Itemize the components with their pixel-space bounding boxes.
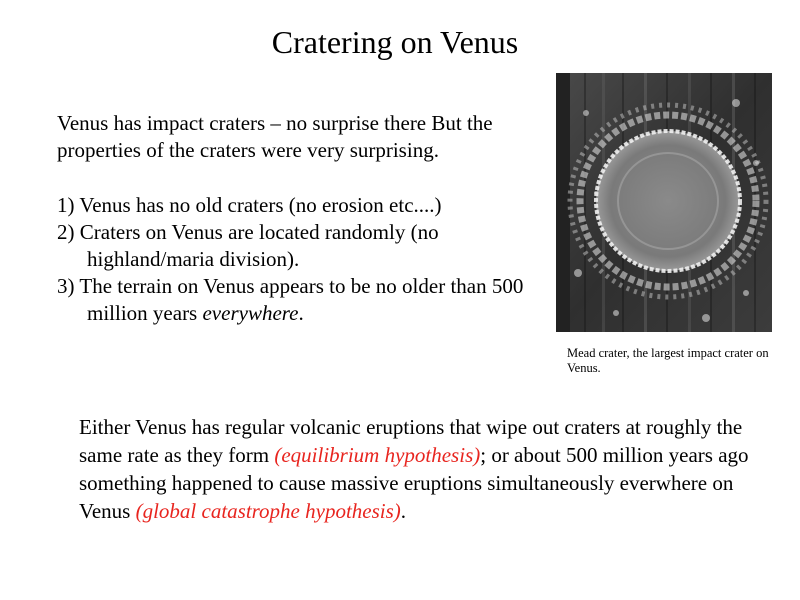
- list-item-end: .: [298, 301, 304, 325]
- list-item: [57, 219, 547, 273]
- crater-radar-image-icon: [556, 73, 772, 332]
- summary-text-2: ; or about 500 million years ago something happened to cause massive eruptions simultaneously everwhere on Venus: [79, 443, 749, 523]
- image-caption: Mead crater, the largest impact crater on Venus.: [567, 346, 769, 375]
- global-catastrophe-hypothesis: (global catastrophe hypothesis): [135, 499, 401, 523]
- intro-paragraph: Venus has impact craters – no surprise there But the properties of the craters were very surprising.: [57, 111, 493, 162]
- list-item-number: 1): [57, 193, 75, 217]
- mead-crater-image: [556, 73, 772, 332]
- list-item: [57, 192, 547, 219]
- emphasis-everywhere: everywhere: [202, 301, 299, 325]
- list-item: [57, 273, 547, 327]
- list-item-text: Venus has no old craters (no erosion etc....): [79, 193, 442, 217]
- list-item-number: 2): [57, 220, 75, 244]
- list-item-text: Craters on Venus are located randomly (no highland/maria division).: [79, 220, 439, 271]
- summary-text-1: Either Venus has regular volcanic eruptions that wipe out craters at roughly the same rate as they form: [79, 415, 743, 467]
- crater-properties-list: [57, 192, 547, 327]
- slide-title: Cratering on Venus: [271, 24, 519, 60]
- equilibrium-hypothesis: (equilibrium hypothesis): [274, 443, 481, 467]
- list-item-number: 3): [57, 274, 75, 298]
- summary-paragraph: [79, 413, 769, 525]
- summary-text-3: .: [400, 499, 407, 523]
- list-item-text: The terrain on Venus appears to be no older than 500 million years: [79, 274, 524, 325]
